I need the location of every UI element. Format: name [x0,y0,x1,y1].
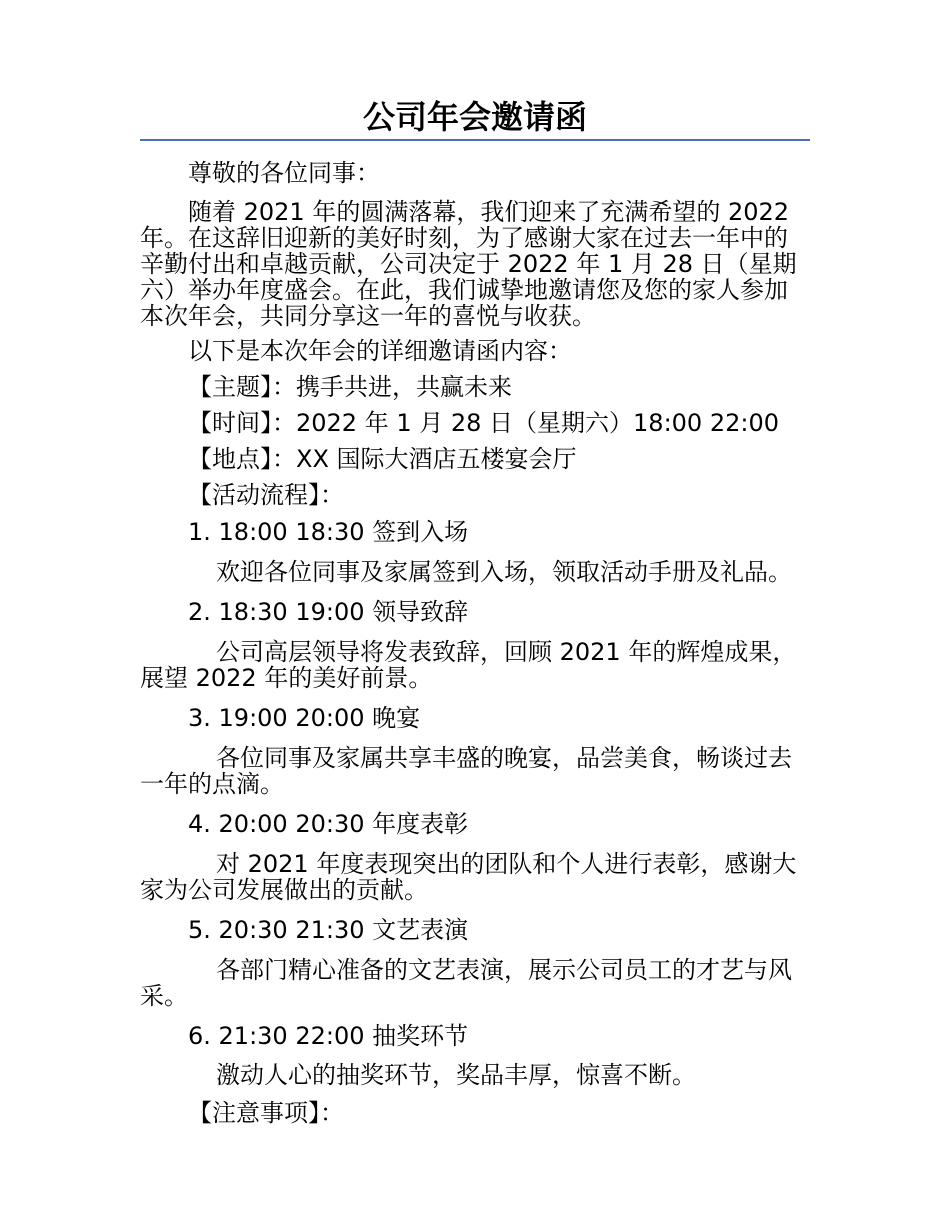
schedule-item-title: 5. 20:30 21:30 文艺表演 [188,916,469,944]
schedule-item-title: 3. 19:00 20:00 晚宴 [188,704,421,732]
title-underline [140,139,810,141]
time-line: 【时间】：2022 年 1 月 28 日（星期六）18:00 22:00 [188,409,779,437]
schedule-item-title: 4. 20:00 20:30 年度表彰 [188,810,469,838]
schedule-item-desc: 各部门精心准备的文艺表演，展示公司员工的才艺与风采。 [140,956,792,1010]
page-title: 公司年会邀请函 [362,98,587,136]
theme-line: 【主题】：携手共进，共赢未来 [188,373,512,401]
schedule-heading: 【活动流程】： [188,481,344,509]
schedule-item-desc: 公司高层领导将发表致辞，回顾 2021 年的辉煌成果，展望 2022 年的美好前景。 [140,638,797,692]
document-page [140,95,810,1131]
schedule-item-desc: 对 2021 年度表现突出的团队和个人进行表彰，感谢大家为公司发展做出的贡献。 [140,850,797,904]
schedule-item-desc: 激动人心的抽奖环节，奖品丰厚，惊喜不断。 [216,1061,696,1089]
notes-heading: 【注意事项】： [188,1099,344,1127]
intro-paragraph: 随着 2021 年的圆满落幕，我们迎来了充满希望的 2022 年。在这辞旧迎新的美好时刻，为了感谢大家在过去一年中的辛勤付出和卓越贡献，公司决定于 2022 年 1 月 28 日（星期六）举办年度盛会。在此，我们诚挚地邀请您及您的家人参加本次年会，共同分享这一年的喜悦与收获。 [140,198,797,330]
schedule-item-title: 6. 21:30 22:00 抽奖环节 [188,1022,469,1050]
location-line: 【地点】：XX 国际大酒店五楼宴会厅 [188,445,577,473]
schedule-item-desc: 各位同事及家属共享丰盛的晚宴，品尝美食，畅谈过去一年的点滴。 [140,744,792,798]
schedule-list [140,513,810,1093]
schedule-item-title: 2. 18:30 19:00 领导致辞 [188,598,469,626]
schedule-item-desc: 欢迎各位同事及家属签到入场，领取活动手册及礼品。 [216,558,792,586]
details-intro: 以下是本次年会的详细邀请函内容： [188,337,572,365]
salutation: 尊敬的各位同事： [188,159,380,187]
schedule-item-title: 1. 18:00 18:30 签到入场 [188,518,469,546]
